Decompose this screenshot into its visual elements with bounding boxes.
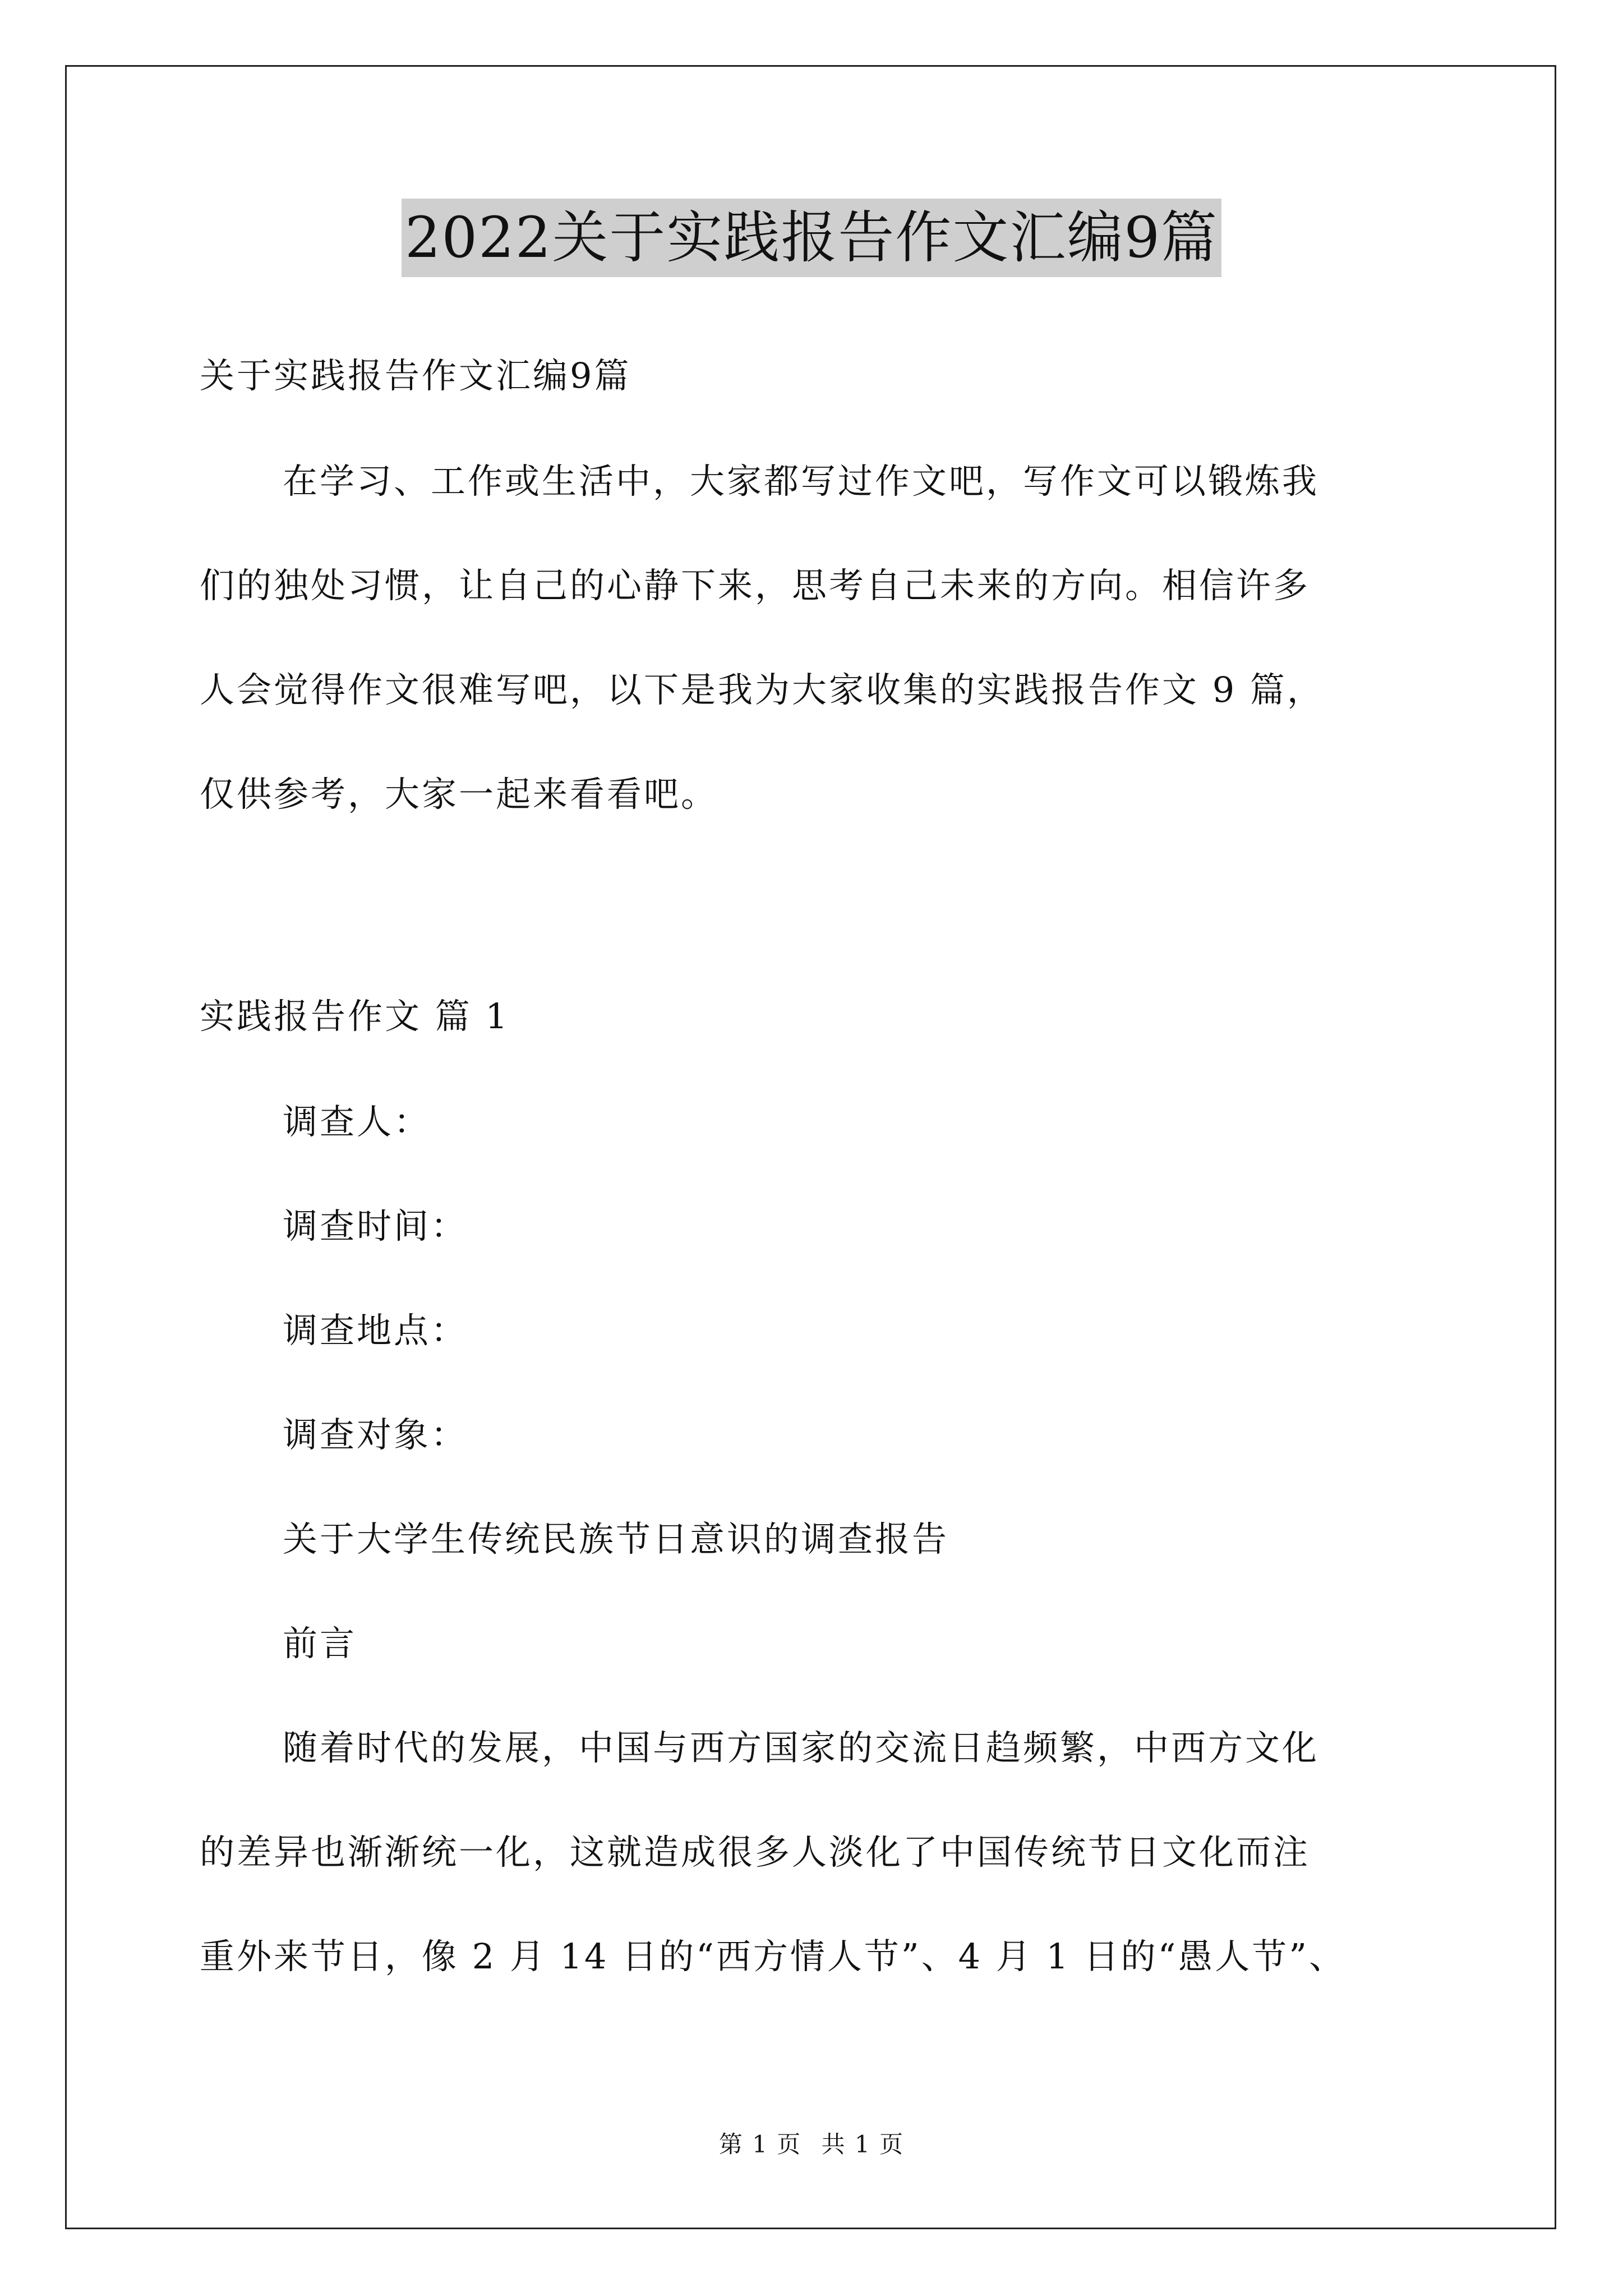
- field-location: 调查地点：: [283, 1310, 468, 1351]
- page-total: 共 1 页: [821, 2131, 905, 2158]
- field-time: 调查时间：: [283, 1205, 468, 1246]
- intro-line-3: 人会觉得作文很难写吧，以下是我为大家收集的实践报告作文 9 篇，: [200, 669, 1324, 710]
- field-subject: 调查对象：: [283, 1414, 468, 1455]
- page-footer: [0, 2128, 1623, 2161]
- title-container: [0, 199, 1623, 277]
- intro-line-1: 在学习、工作或生活中，大家都写过作文吧，写作文可以锻炼我: [283, 461, 1320, 501]
- preface-line-1: 随着时代的发展，中国与西方国家的交流日趋频繁，中西方文化: [283, 1727, 1320, 1768]
- field-investigator: 调查人：: [283, 1101, 431, 1142]
- preface-line-3: 重外来节日，像 2 月 14 日的“西方情人节”、4 月 1 日的“愚人节”、: [200, 1936, 1346, 1977]
- page-number: 第 1 页: [718, 2131, 802, 2158]
- preface-line-2: 的差异也渐渐统一化，这就造成很多人淡化了中国传统节日文化而注: [200, 1832, 1311, 1872]
- document-title: 2022关于实践报告作文汇编9篇: [402, 199, 1221, 277]
- subtitle: 关于实践报告作文汇编9篇: [200, 355, 631, 396]
- report-title: 关于大学生传统民族节日意识的调查报告: [283, 1519, 949, 1559]
- section-heading: 实践报告作文 篇 1: [200, 996, 510, 1037]
- intro-line-2: 们的独处习惯，让自己的心静下来，思考自己未来的方向。相信许多: [200, 565, 1311, 606]
- preface-label: 前言: [283, 1623, 357, 1664]
- intro-line-4: 仅供参考，大家一起来看看吧。: [200, 774, 718, 815]
